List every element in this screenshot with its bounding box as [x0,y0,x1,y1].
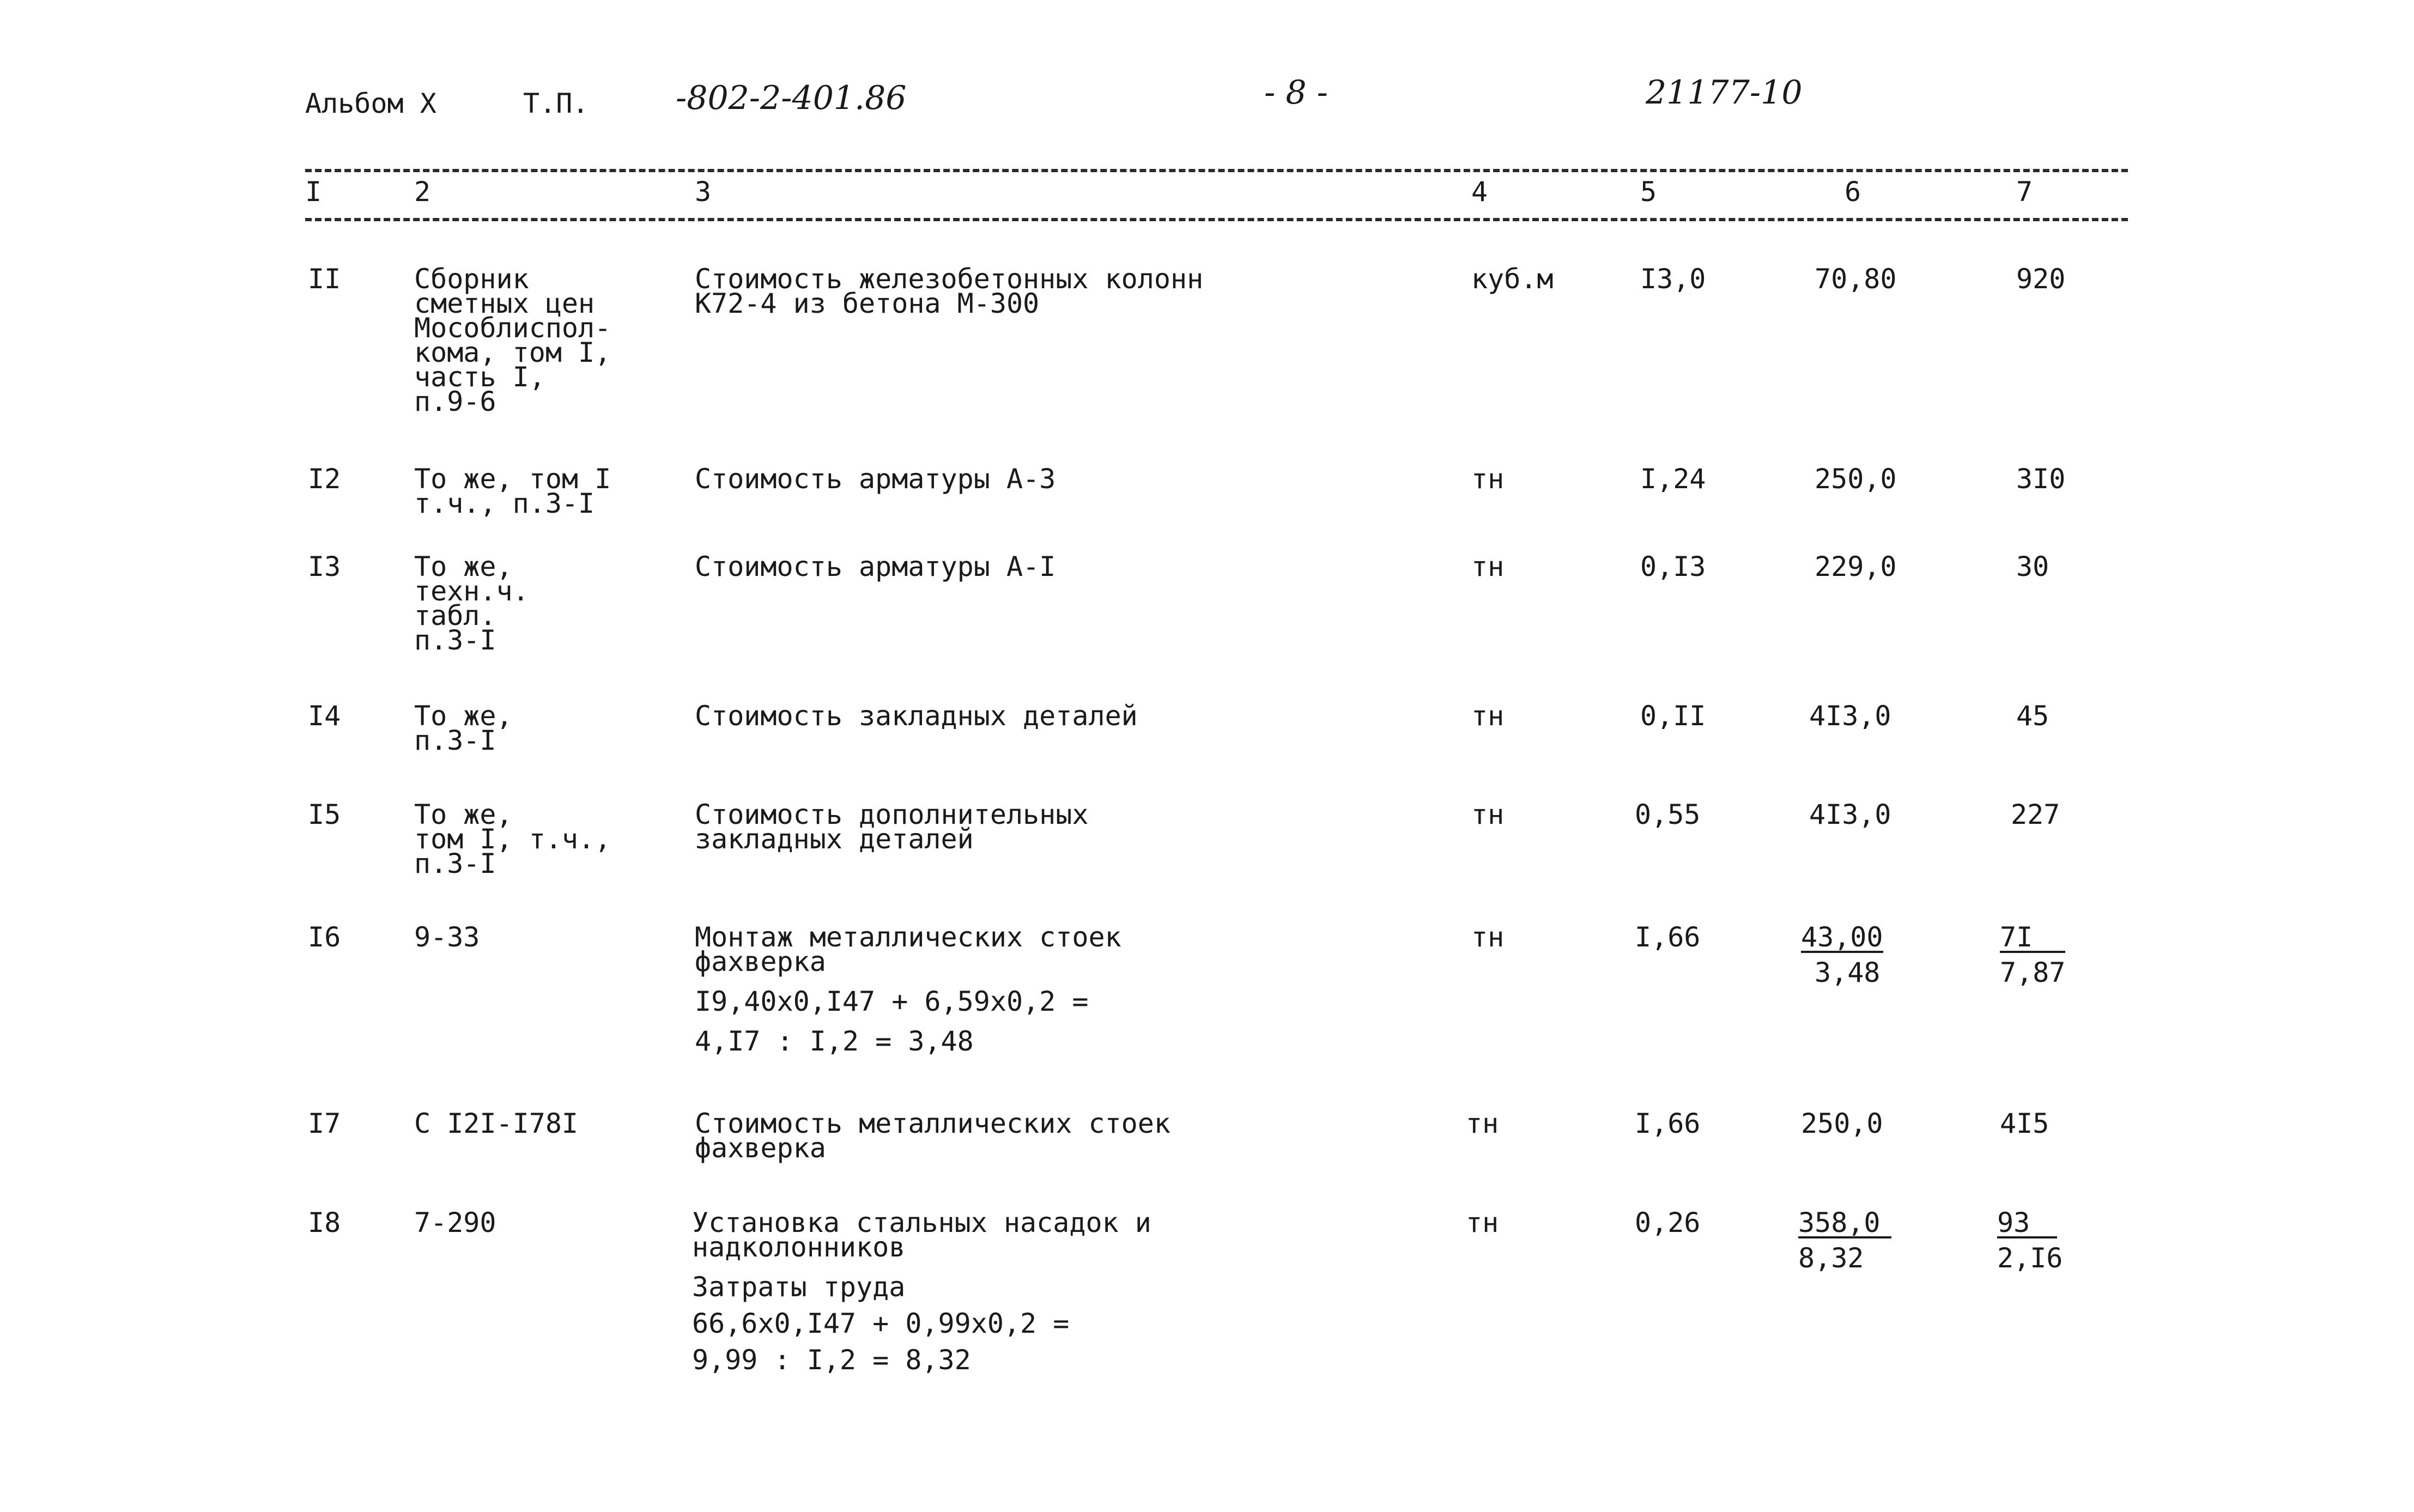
total-denominator: 7,87 [2000,957,2066,988]
source-reference: То же, техн.ч. табл. п.3-I [414,551,529,656]
total-cost: 227 [2011,799,2060,830]
price-denominator: 8,32 [1798,1242,1864,1274]
document-number: 21177-10 [1646,74,1803,112]
column-header-3: 3 [695,176,712,208]
total-numerator: 93 [1997,1211,2057,1238]
total-cost-fraction [1997,1207,2063,1274]
unit-price: 4I3,0 [1809,799,1891,830]
total-cost-fraction [2000,921,2066,988]
row-number: II [308,263,341,295]
calculation-title: Затраты труда [692,1271,906,1303]
work-description: Стоимость арматуры А-I [695,551,1056,582]
total-cost: 4I5 [2000,1108,2049,1139]
row-number: I7 [308,1108,341,1139]
quantity: I,66 [1635,921,1701,953]
header-rule-bottom [305,218,2128,221]
unit-price-fraction [1801,921,1883,988]
column-header-1: I [305,176,322,208]
quantity: I3,0 [1640,263,1706,295]
quantity: 0,26 [1635,1207,1701,1238]
row-number: I5 [308,799,341,830]
total-numerator: 7I [2000,925,2065,953]
project-code: -802-2-401.86 [676,79,907,117]
row-number: I8 [308,1207,341,1238]
quantity: I,24 [1640,463,1706,495]
unit-price: 229,0 [1815,551,1897,582]
row-number: I2 [308,463,341,495]
source-reference: 7-290 [414,1207,496,1238]
work-description: Монтаж металлических стоек фахверка I9,40x0,I47 + 6,59x0,2 = 4,I7 : I,2 = 3,48 [695,921,1121,1057]
work-description: Установка стальных насадок и надколонников Затраты труда 66,6x0,I47 + 0,99x0,2 = 9,99 : I,2 = 8,32 [692,1207,1151,1376]
column-header-7: 7 [2016,176,2033,208]
column-header-5: 5 [1640,176,1657,208]
calculation-line: 4,I7 : I,2 = 3,48 [695,1025,974,1057]
quantity: 0,55 [1635,799,1701,830]
source-reference: Сборник сметных цен Мособлиспол- кома, том I, часть I, п.9-6 [414,263,611,417]
unit: тн [1471,700,1505,732]
tp-label: Т.П. [523,88,589,119]
source-reference: С I2I-I78I [414,1108,579,1139]
price-denominator: 3,48 [1815,957,1881,988]
unit-price-fraction [1798,1207,1891,1274]
calculation-line: 9,99 : I,2 = 8,32 [692,1344,971,1376]
unit: тн [1471,799,1505,830]
row-number: I4 [308,700,341,732]
unit: тн [1466,1207,1499,1238]
work-description: Стоимость дополнительных закладных деталей [695,799,1089,855]
unit: тн [1471,921,1505,953]
row-number: I6 [308,921,341,953]
column-header-2: 2 [414,176,431,208]
unit-price: 70,80 [1815,263,1897,295]
row-number: I3 [308,551,341,582]
quantity: 0,II [1640,700,1706,732]
source-reference: То же, том I, т.ч., п.3-I [414,799,611,879]
quantity: I,66 [1635,1108,1701,1139]
header-rule-top [305,169,2128,172]
page-number: - 8 - [1264,74,1328,112]
unit: тн [1466,1108,1499,1139]
total-cost: 30 [2016,551,2049,582]
work-description: Стоимость арматуры А-3 [695,463,1056,495]
total-cost: 920 [2016,263,2066,295]
unit-price: 250,0 [1801,1108,1883,1139]
total-cost: 3I0 [2016,463,2066,495]
quantity: 0,I3 [1640,551,1706,582]
calculation-line: I9,40x0,I47 + 6,59x0,2 = [695,986,1089,1017]
total-denominator: 2,I6 [1997,1242,2063,1274]
total-cost: 45 [2016,700,2049,732]
unit-price: 250,0 [1815,463,1897,495]
work-description: Стоимость металлических стоек фахверка [695,1108,1170,1164]
calculation-line: 66,6x0,I47 + 0,99x0,2 = [692,1308,1070,1339]
source-reference: То же, том I т.ч., п.3-I [414,463,611,519]
unit: тн [1471,551,1505,582]
column-header-6: 6 [1845,176,1861,208]
work-description: Стоимость железобетонных колонн К72-4 из бетона М-300 [695,263,1204,319]
unit: тн [1471,463,1505,495]
unit-price: 4I3,0 [1809,700,1891,732]
price-numerator: 43,00 [1801,921,1883,953]
column-header-4: 4 [1471,176,1488,208]
source-reference: То же, п.3-I [414,700,513,756]
source-reference: 9-33 [414,921,480,953]
unit: куб.м [1471,263,1554,295]
album-label: Альбом X [305,88,436,119]
price-numerator: 358,0 [1798,1211,1891,1238]
work-description: Стоимость закладных деталей [695,700,1138,732]
